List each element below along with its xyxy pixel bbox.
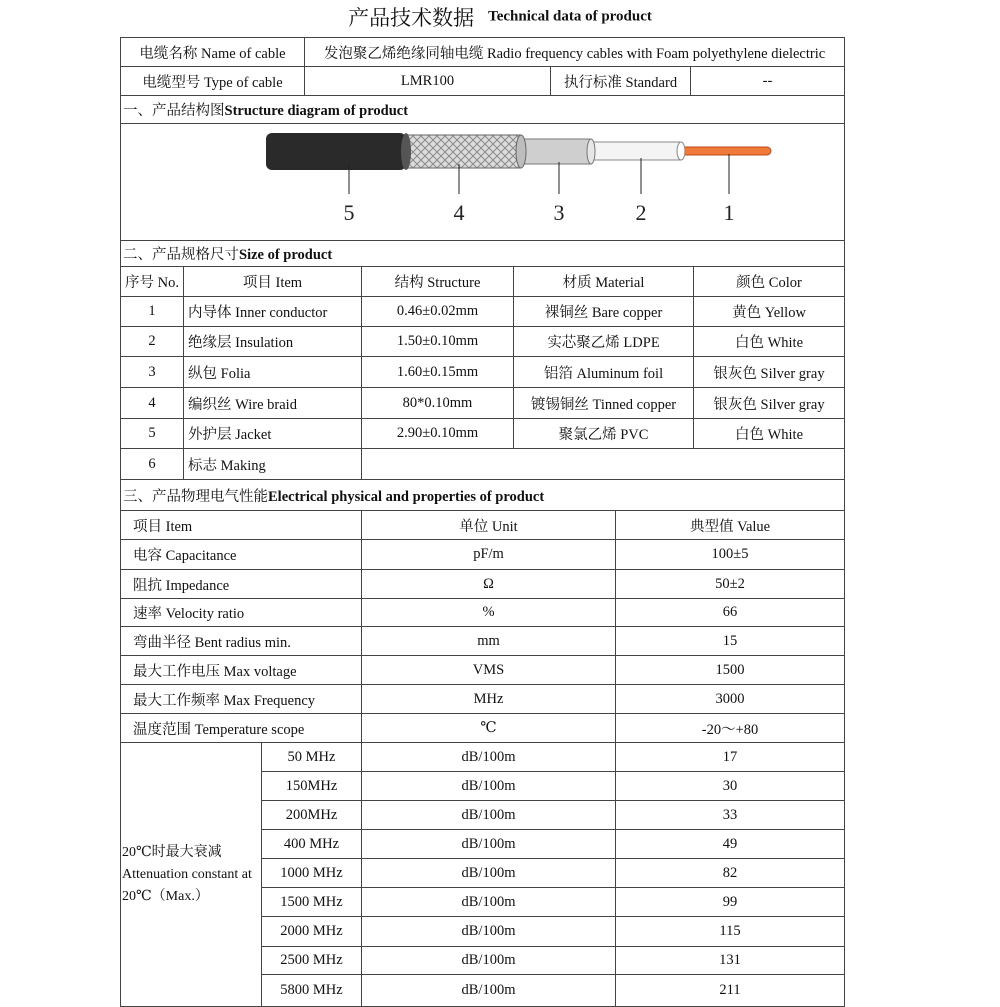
cable-type-label: 电缆型号 Type of cable [121,67,305,96]
diagram-label-4: 4 [453,200,465,225]
prop-value: -20～+80 [616,714,845,743]
prop-unit: % [362,599,616,627]
prop-value: 50±2 [616,570,845,599]
table-row [121,540,845,570]
props-header-item: 项目 Item [121,511,362,540]
cell-item: 外护层 Jacket [184,419,362,449]
section-size-heading [121,241,845,267]
att-frequency: 1500 MHz [262,888,362,917]
cable-name-label: 电缆名称 Name of cable [121,38,305,67]
cell-color: 白色 White [694,419,845,449]
table-row [121,599,845,627]
structure-diagram-row [121,124,845,241]
prop-unit: pF/m [362,540,616,570]
cell-material: 镀锡铜丝 Tinned copper [514,388,694,419]
att-frequency: 150MHz [262,772,362,801]
att-value: 30 [616,772,845,801]
table-row [121,685,845,714]
attenuation-label [121,743,262,1007]
prop-item: 速率 Velocity ratio [121,599,362,627]
inner-conductor-shape [676,147,771,155]
diagram-label-3: 3 [553,200,565,225]
insulation-end [677,142,685,160]
att-unit: dB/100m [362,975,616,1007]
cell-color: 银灰色 Silver gray [694,388,845,419]
jacket-end [401,133,411,170]
size-table [120,240,845,480]
att-value: 99 [616,888,845,917]
props-header-row [121,511,845,540]
diagram-label-2: 2 [635,200,647,225]
diagram-label-5: 5 [343,200,355,225]
cell-structure: 1.50±0.10mm [362,327,514,357]
cell-item: 纵包 Folia [184,357,362,388]
prop-value: 3000 [616,685,845,714]
cable-name-value: 发泡聚乙烯绝缘同轴电缆 Radio frequency cables with Foam polyethylene dielectric [305,38,845,67]
prop-unit: MHz [362,685,616,714]
size-header-color: 颜色 Color [694,267,845,297]
cell-material: 聚氯乙烯 PVC [514,419,694,449]
att-value: 115 [616,917,845,947]
att-unit: dB/100m [362,947,616,975]
cell-item: 标志 Making [184,449,362,480]
att-unit: dB/100m [362,801,616,830]
prop-item: 最大工作频率 Max Frequency [121,685,362,714]
props-header-unit: 单位 Unit [362,511,616,540]
att-value: 131 [616,947,845,975]
diagram-label-1: 1 [723,200,735,225]
cell-no: 6 [121,449,184,480]
prop-value: 66 [616,599,845,627]
prop-item: 最大工作电压 Max voltage [121,656,362,685]
section3-cn: 三、产品物理电气性能 [123,488,268,505]
cell-material: 实芯聚乙烯 LDPE [514,327,694,357]
table-row [121,297,845,327]
cell-making-value [362,449,845,480]
cell-structure: 80*0.10mm [362,388,514,419]
att-value: 33 [616,801,845,830]
table-row [121,327,845,357]
cell-structure: 1.60±0.15mm [362,357,514,388]
cell-structure: 0.46±0.02mm [362,297,514,327]
prop-item: 弯曲半径 Bent radius min. [121,627,362,656]
insulation-shape [586,142,681,160]
prop-unit: mm [362,627,616,656]
att-unit: dB/100m [362,743,616,772]
datasheet [120,37,844,999]
att-frequency: 200MHz [262,801,362,830]
att-value: 211 [616,975,845,1007]
cell-material: 铝箔 Aluminum foil [514,357,694,388]
prop-item: 温度范围 Temperature scope [121,714,362,743]
foil-end [587,139,595,164]
att-frequency: 5800 MHz [262,975,362,1007]
foil-shape [516,139,591,164]
section1-cn: 一、产品结构图 [123,103,225,119]
table-row [121,449,845,480]
cell-color: 白色 White [694,327,845,357]
att-value: 17 [616,743,845,772]
att-value: 82 [616,859,845,888]
att-unit: dB/100m [362,830,616,859]
cell-no: 5 [121,419,184,449]
cable-name-row [121,38,845,67]
cell-no: 1 [121,297,184,327]
section-structure-heading [121,96,845,124]
table-row [121,627,845,656]
attenuation-label-en1: Attenuation constant at [122,866,252,882]
prop-value: 15 [616,627,845,656]
cable-structure-diagram [121,124,843,235]
cell-item: 内导体 Inner conductor [184,297,362,327]
size-header-row [121,267,845,297]
title-en: Technical data of product [488,8,652,25]
section2-cn: 二、产品规格尺寸 [123,247,239,263]
prop-value: 1500 [616,656,845,685]
table-row [121,714,845,743]
cell-no: 3 [121,357,184,388]
prop-item: 阻抗 Impedance [121,570,362,599]
cable-header-table [120,37,845,241]
prop-unit: Ω [362,570,616,599]
size-header-material: 材质 Material [514,267,694,297]
props-header-value: 典型值 Value [616,511,845,540]
table-row [121,570,845,599]
size-header-no: 序号 No. [121,267,184,297]
standard-value: -- [691,67,845,96]
cell-item: 绝缘层 Insulation [184,327,362,357]
braid-end [516,135,526,168]
att-unit: dB/100m [362,888,616,917]
att-frequency: 2000 MHz [262,917,362,947]
cell-color: 银灰色 Silver gray [694,357,845,388]
table-row [121,743,845,772]
cable-type-row [121,67,845,96]
cell-material: 裸铜丝 Bare copper [514,297,694,327]
att-unit: dB/100m [362,917,616,947]
table-row [121,388,845,419]
cell-color: 黄色 Yellow [694,297,845,327]
attenuation-label-cn: 20℃时最大衰减 [122,844,222,860]
page-title [0,2,1000,32]
att-unit: dB/100m [362,772,616,801]
att-frequency: 400 MHz [262,830,362,859]
section1-en: Structure diagram of product [224,103,409,119]
size-header-structure: 结构 Structure [362,267,514,297]
cell-structure: 2.90±0.10mm [362,419,514,449]
prop-item: 电容 Capacitance [121,540,362,570]
table-row [121,357,845,388]
att-frequency: 50 MHz [262,743,362,772]
properties-table [120,479,845,1007]
cell-item: 编织丝 Wire braid [184,388,362,419]
table-row [121,419,845,449]
prop-unit: VMS [362,656,616,685]
att-frequency: 1000 MHz [262,859,362,888]
section-properties-heading [121,480,845,511]
standard-label: 执行标准 Standard [551,67,691,96]
cable-type-value: LMR100 [305,67,551,96]
attenuation-label-en2: 20℃（Max.） [122,888,209,904]
att-unit: dB/100m [362,859,616,888]
jacket-shape [266,133,406,170]
braid-shape [401,135,521,168]
title-cn: 产品技术数据 [348,6,475,30]
att-frequency: 2500 MHz [262,947,362,975]
prop-value: 100±5 [616,540,845,570]
cell-no: 4 [121,388,184,419]
cell-no: 2 [121,327,184,357]
att-value: 49 [616,830,845,859]
prop-unit: ℃ [362,714,616,743]
section3-en: Electrical physical and properties of product [268,488,545,505]
table-row [121,656,845,685]
section2-en: Size of product [239,247,333,263]
size-header-item: 项目 Item [184,267,362,297]
